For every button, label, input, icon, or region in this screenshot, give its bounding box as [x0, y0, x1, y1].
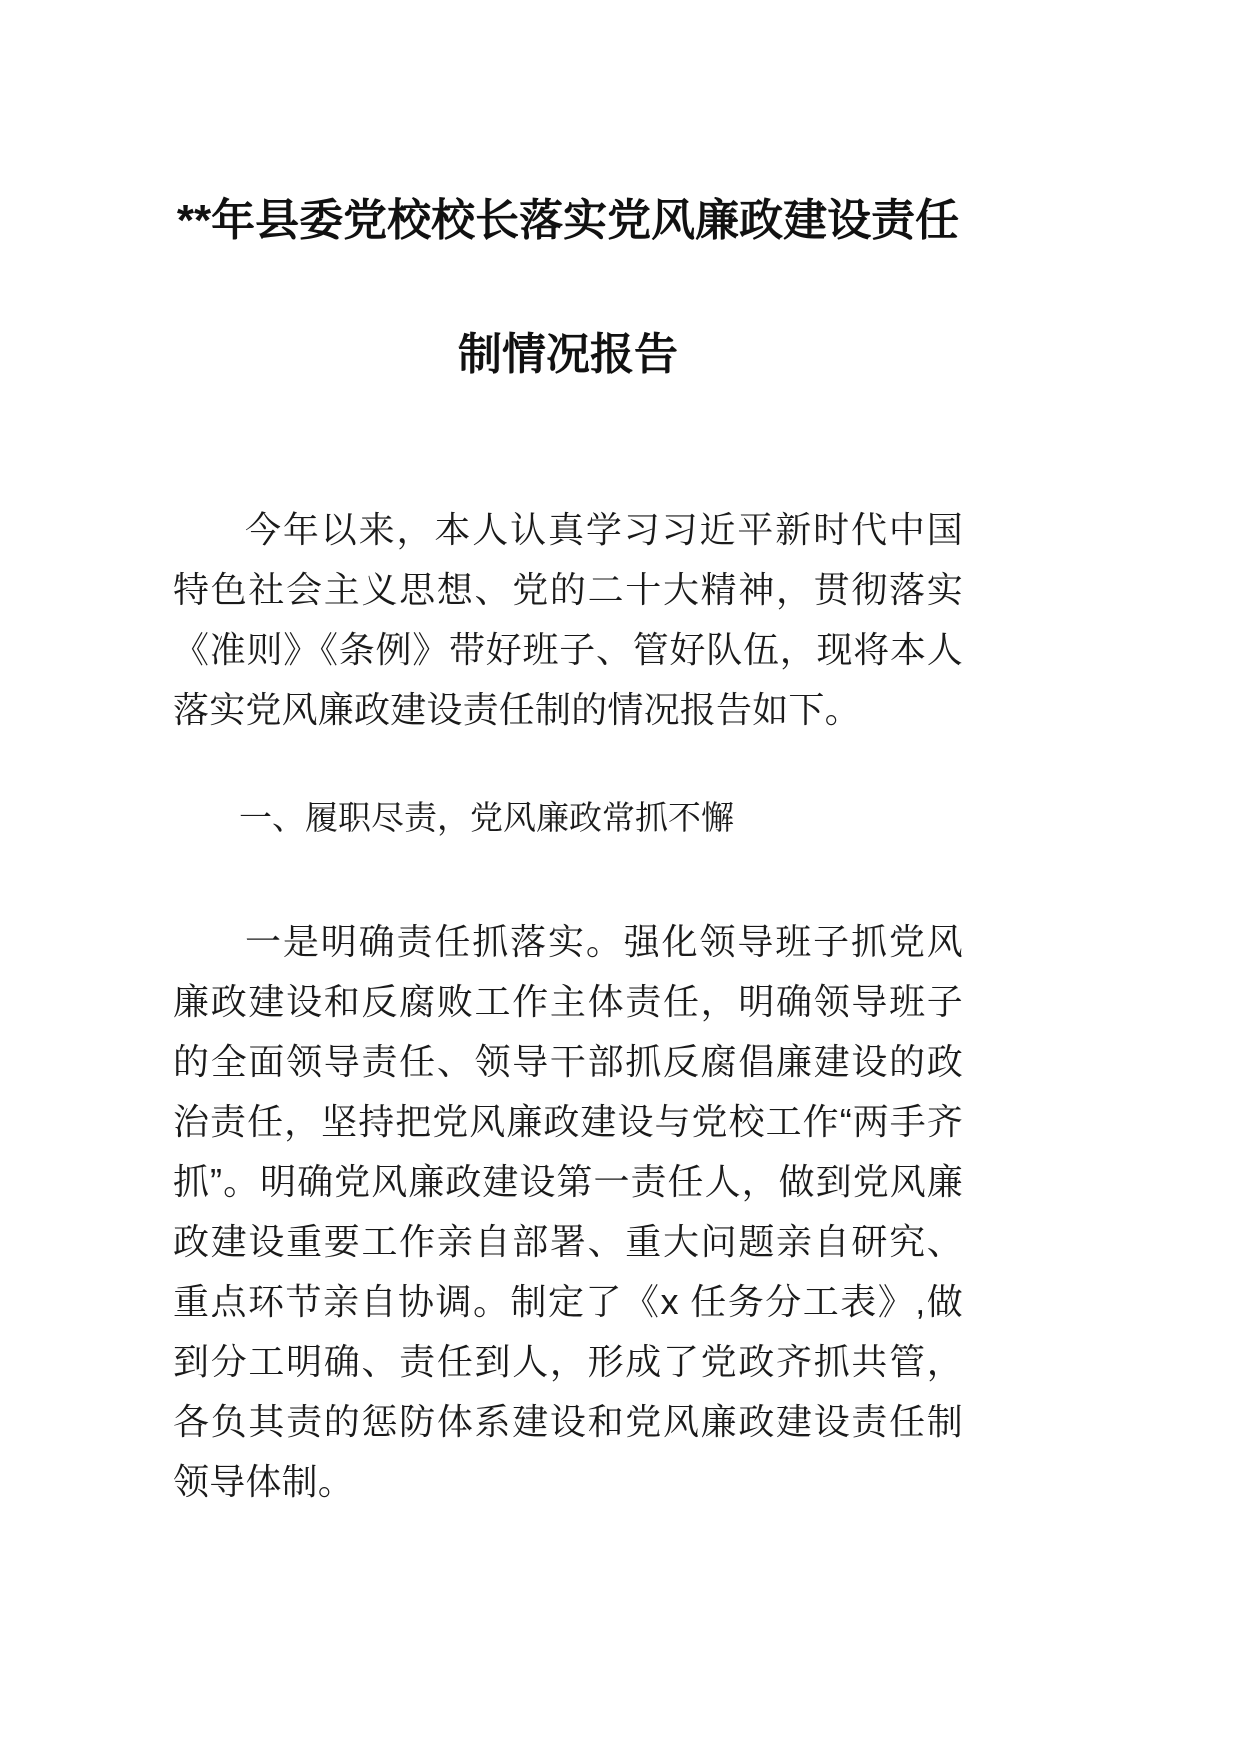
paragraph-intro: 今年以来，本人认真学习习近平新时代中国特色社会主义思想、党的二十大精神，贯彻落实《准则》《条例》带好班子、管好队伍，现将本人落实党风廉政建设责任制的情况报告如下。 — [173, 509, 963, 730]
document-content-column — [173, 0, 963, 1538]
page-title-line-1: **年县委党校校长落实党风廉政建设责任 — [176, 196, 960, 245]
paragraph-point-one: 一是明确责任抓落实。强化领导班子抓党风廉政建设和反腐败工作主体责任，明确领导班子的全面领导责任、领导干部抓反腐倡廉建设的政治责任，坚持把党风廉政建设与党校工作“两手齐抓”。明确党风廉政建设第一责任人，做到党风廉政建设重要工作亲自部署、重大问题亲自研究、重点环节亲自协调。制定了《x 任务分工表》,做到分工明确、责任到人，形成了党政齐抓共管，各负其责的惩防体系建设和党风廉政建设责任制领导体制。 — [173, 921, 963, 1502]
title-block — [173, 0, 963, 422]
paragraph-spacer — [173, 766, 963, 788]
section-heading-one: 一、履职尽责，党风廉政常抓不懈 — [239, 799, 734, 836]
document-body — [173, 422, 963, 1512]
heading-spacer — [173, 874, 963, 912]
page-title — [173, 154, 963, 422]
page-title-line-2: 制情况报告 — [458, 330, 678, 379]
